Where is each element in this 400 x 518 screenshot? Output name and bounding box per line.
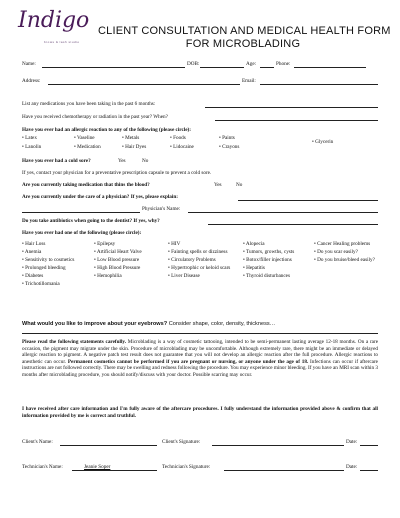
statement-body-1: Microblading is a way of cosmetic tattooing, intended to be semi-permanent lasting average 12-18 months. On a rare occasion, the pigment may migrate under the skin. Procedure of microblading may be uncomfortable. Although extremely rare, there might be an immediate or delayed allergic reaction to pigment. A negative patch test result does not guarantee that you will not develop an allergic reaction after the full procedure. Allergic reactions to anesthetic can occur. <box>22 339 379 365</box>
allergy-option[interactable]: • Medication <box>74 144 101 151</box>
allergy-option[interactable]: • Paints <box>219 135 235 141</box>
statement-bold: Permanent cosmetics cannot be performed if you are pregnant or nursing, or anyone under the age of 18. <box>67 358 309 365</box>
allergy-column <box>74 135 101 154</box>
condition-option[interactable] <box>168 265 232 271</box>
physician-care-question: Are you currently under the care of a physician? If yes, please explain: <box>22 194 178 200</box>
blood-thinner-yes[interactable]: Yes <box>214 182 222 188</box>
logo-subtext: brows & lash studio <box>44 40 80 44</box>
bullet-icon: • <box>168 241 172 247</box>
condition-label: HIV <box>171 241 181 247</box>
technician-name-label: Technician's Name: <box>22 464 63 470</box>
bullet-icon: • <box>94 273 98 279</box>
condition-label: Hair Loss <box>25 241 46 247</box>
condition-label: Do you bruise/bleed easily? <box>317 257 375 263</box>
bullet-icon: • <box>168 273 172 279</box>
condition-label: Low Blood pressure <box>97 257 140 263</box>
client-date-field[interactable] <box>360 445 378 446</box>
cold-sore-question: Have you ever had a cold sore? <box>22 158 91 164</box>
improve-field[interactable] <box>22 333 378 334</box>
bullet-icon: • <box>22 257 26 263</box>
allergy-heading: Have you ever had an allergic reaction to any of the following (please circle): <box>22 127 191 133</box>
condition-option[interactable] <box>314 241 378 247</box>
physician-care-field-2[interactable] <box>22 212 140 213</box>
bullet-icon: • <box>94 249 97 255</box>
phone-label: Phone: <box>276 61 291 67</box>
blood-thinner-no[interactable]: No <box>236 182 243 188</box>
allergy-column <box>312 139 333 148</box>
antibiotics-question: Do you take antibiotics when going to the dentist? If yes, why? <box>22 218 160 224</box>
antiviral-note: If yes, contact your physician for a preventative prescription capsule to prevent a cold sore. <box>22 170 212 176</box>
client-name-field[interactable] <box>60 445 157 446</box>
condition-option[interactable] <box>94 265 158 271</box>
condition-label: Prolonged bleeding <box>25 265 66 271</box>
address-label: Address: <box>22 78 41 84</box>
condition-label: Hemophilia <box>97 273 122 279</box>
email-label: Email: <box>242 78 256 84</box>
client-name-label: Client's Name: <box>22 439 53 445</box>
name-field[interactable] <box>42 67 185 68</box>
technician-date-label: Date: <box>346 464 358 470</box>
allergy-option[interactable]: • Hair Dyes <box>122 144 147 151</box>
client-signature-label: Client's Signature: <box>162 439 201 445</box>
allergy-column <box>170 135 194 154</box>
bullet-icon: • <box>94 241 98 247</box>
bullet-icon: • <box>22 265 26 271</box>
condition-label: Circulatory Problems <box>171 257 216 263</box>
condition-option[interactable] <box>168 257 232 263</box>
allergy-column <box>219 135 239 154</box>
medications-field[interactable] <box>205 107 378 108</box>
condition-option[interactable] <box>22 273 86 279</box>
bullet-icon: • <box>314 249 318 255</box>
allergy-option[interactable]: • Latex <box>22 135 37 141</box>
email-field[interactable] <box>260 84 378 85</box>
condition-option[interactable] <box>94 257 158 263</box>
bullet-icon: • <box>314 241 318 247</box>
condition-label: Do you scar easily? <box>317 249 358 255</box>
technician-name-field[interactable] <box>72 470 157 471</box>
bullet-icon: • <box>243 265 247 271</box>
dob-label: DOB: <box>187 61 200 67</box>
chemo-field[interactable] <box>215 120 378 121</box>
condition-label: Fainting spells or dizziness <box>171 249 228 255</box>
allergy-option[interactable]: • Crayons <box>219 144 240 151</box>
condition-option[interactable] <box>22 265 86 271</box>
allergy-option[interactable]: • Lidocaine <box>170 144 194 151</box>
studio-logo <box>18 8 89 33</box>
condition-option[interactable] <box>168 249 232 255</box>
physician-name-field[interactable] <box>188 212 378 213</box>
bullet-icon: • <box>22 273 26 279</box>
condition-option[interactable] <box>314 257 378 263</box>
bullet-icon: • <box>22 249 25 255</box>
medications-question: List any medications you have been taking in the past 6 months: <box>22 101 156 107</box>
condition-column <box>94 241 158 281</box>
bullet-icon: • <box>168 265 172 271</box>
cold-sore-no[interactable]: No <box>142 158 149 164</box>
condition-label: Trichotillomania <box>25 281 60 287</box>
bullet-icon: • <box>94 257 98 263</box>
condition-column <box>314 241 378 265</box>
statement-body-2: Infections can occur if aftercare instructions are not followed correctly. There may be swelling and redness following the procedure. You may experience minor bleeding. If you have an MRI scan within 3 months after microblading procedure, you should notify/discuss with your doctor. Possible scarring may occur. <box>22 358 378 378</box>
condition-column <box>168 241 232 281</box>
antibiotics-field[interactable] <box>208 224 378 225</box>
bullet-icon: • <box>243 241 246 247</box>
statement-lead: Please read the following statements carefully. <box>22 339 127 345</box>
client-signature-field[interactable] <box>212 445 344 446</box>
technician-signature-field[interactable] <box>224 470 344 471</box>
condition-option[interactable] <box>94 249 158 255</box>
allergy-option[interactable]: • Foods <box>170 135 186 141</box>
condition-option[interactable] <box>243 265 307 271</box>
bullet-icon: • <box>168 257 172 263</box>
condition-label: Liver Disease <box>171 273 200 279</box>
technician-date-field[interactable] <box>360 470 378 471</box>
consent-statement <box>22 339 378 379</box>
blood-thinner-question: Are you currently taking medication that thins the blood? <box>22 182 150 188</box>
allergy-option[interactable]: • Lanolin <box>22 144 42 151</box>
allergy-column <box>122 135 146 154</box>
phone-field[interactable] <box>294 67 366 68</box>
condition-option[interactable] <box>168 241 232 247</box>
condition-label: Epilepsy <box>97 241 116 247</box>
condition-label: Anemia <box>24 249 42 255</box>
title-line-2: FOR MICROBLADING <box>185 38 301 50</box>
condition-option[interactable] <box>94 273 158 279</box>
condition-option[interactable] <box>243 241 307 247</box>
bullet-icon: • <box>22 281 26 287</box>
bullet-icon: • <box>243 249 247 255</box>
condition-option[interactable] <box>22 257 86 263</box>
improve-question-text: What would you like to improve about your eyebrows? <box>22 321 168 327</box>
physician-name-label: Physician's Name: <box>142 206 181 212</box>
condition-option[interactable] <box>168 273 232 279</box>
technician-signature-label: Technician's Signature: <box>162 464 211 470</box>
bullet-icon: • <box>243 257 247 263</box>
condition-label: Diabetes <box>25 273 44 279</box>
condition-option[interactable] <box>94 241 158 247</box>
bullet-icon: • <box>243 273 247 279</box>
address-field[interactable] <box>48 84 240 85</box>
condition-option[interactable] <box>243 257 307 263</box>
allergy-option[interactable]: • Metals <box>122 135 140 141</box>
conditions-heading: Have you ever had one of the following (please circle): <box>22 230 142 236</box>
age-field[interactable] <box>260 67 274 68</box>
physician-care-field[interactable] <box>238 200 378 201</box>
improve-hint: Consider shape, color, density, thickness… <box>168 321 276 327</box>
condition-label: Cancer Healing problems <box>317 241 371 247</box>
condition-option[interactable] <box>314 249 378 255</box>
condition-label: High Blood Pressure <box>97 265 141 271</box>
allergy-option[interactable]: • Vaseline <box>74 135 95 141</box>
bullet-icon: • <box>314 257 318 263</box>
bullet-icon: • <box>168 249 172 255</box>
condition-label: Botox/filler injections <box>246 257 292 263</box>
condition-label: Alopecia <box>245 241 265 247</box>
condition-label: Tumors, growths, cysts <box>246 249 295 255</box>
client-date-label: Date: <box>346 439 358 445</box>
logo-text: Indigo <box>18 8 90 33</box>
technician-name-value: Jeanie Soper <box>84 464 111 470</box>
name-label: Name: <box>22 61 36 67</box>
dob-field[interactable] <box>200 67 244 68</box>
condition-option[interactable] <box>22 241 86 247</box>
condition-label: Artificial Heart Valve <box>96 249 142 255</box>
condition-column <box>22 241 86 289</box>
improve-question <box>22 321 275 327</box>
condition-label: Sensitivity to cosmetics <box>25 257 75 263</box>
title-line-1: CLIENT CONSULTATION AND MEDICAL HEALTH FORM <box>98 25 391 37</box>
allergy-option[interactable]: • Glycerin <box>312 139 334 145</box>
condition-label: Thyroid disturbances <box>246 273 290 279</box>
form-title <box>98 25 391 51</box>
condition-option[interactable] <box>243 273 307 279</box>
bullet-icon: • <box>94 265 98 271</box>
condition-option[interactable] <box>243 249 307 255</box>
allergy-column <box>22 135 41 154</box>
condition-option[interactable] <box>22 249 86 255</box>
chemo-question: Have you received chemotherapy or radiation in the past year? When? <box>22 114 168 120</box>
condition-label: Hepatitis <box>246 265 265 271</box>
condition-column <box>243 241 307 281</box>
condition-option[interactable] <box>22 281 86 287</box>
age-label: Age: <box>246 61 257 67</box>
bullet-icon: • <box>22 241 26 247</box>
condition-label: Hypertrophic or keloid scars <box>171 265 231 271</box>
acknowledgement: I have received after care information and I'm fully aware of the aftercare procedures. I fully understand the information provided above & confirm that all information provided by me is correct and truthful. <box>22 406 378 419</box>
cold-sore-yes[interactable]: Yes <box>118 158 126 164</box>
